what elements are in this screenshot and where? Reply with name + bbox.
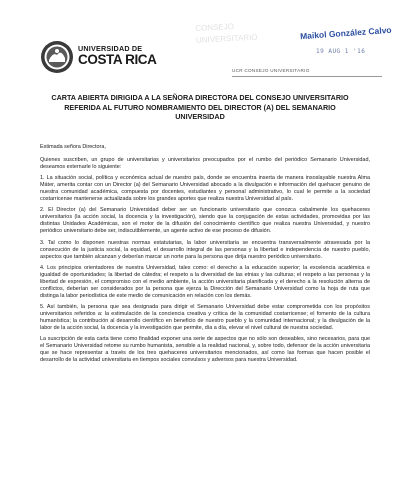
letter-point: 5. Así también, la persona que sea designada para dirigir el Semanario Universidad debe estar comprometida con los propósitos universitarios referidos a: la estimulación de la conciencia creativa y crítica de la comunidad costarricense; el fomento de la cultura humanística; la contribución al desarrollo científico en beneficio de nuestro pueblo y la comunidad internacional; y la divulgación de la labor de la acción social, la docencia y la investigación que permite, día a día, elevar el nivel cultural de nuestra sociedad. bbox=[40, 303, 370, 331]
letter-intro: Quienes suscriben, un grupo de universitarias y universitarios preocupados por el rumbo del periódico Semanario Universidad, deseamos externarle lo siguiente: bbox=[40, 157, 370, 170]
letter-point: 2. El Director (a) del Semanario Universidad deber ser un funcionario universitario que conozca cabalmente los quehaceres universitarios (la acción social, la docencia y la investigación), siendo que la conjugación de estas actividades, promovidas por las distintas Unidades Académicas, son el motor de la difusión del conocimiento científico que realiza nuestra Universidad, y nuestro periódico universitario debe ser, indiscutiblemente, un agente activo de ese proceso de difusión. bbox=[40, 207, 370, 235]
letter-greeting: Estimada señora Directora, bbox=[40, 144, 106, 150]
letter-body bbox=[40, 144, 370, 368]
received-office-stamp: UCR CONSEJO UNIVERSITARIO bbox=[232, 68, 310, 73]
university-seal-icon bbox=[40, 40, 74, 74]
university-line-1: UNIVERSIDAD DE bbox=[78, 44, 143, 53]
received-date-stamp: 19 AUG 1 '16 bbox=[316, 48, 366, 55]
letter-closing: La suscripción de esta carta tiene como finalidad exponer una serie de aspectos que no sólo son deseables, sino necesarios, para que el Semanario Universidad retome su rumbo humanista, sensible a la realidad nacional, y, sobre todo, defensor de la acción universitaria que se hace representar a través de los tres quehaceres universitarios mencionados, así como las formas que hacen posible el desarrollo de la actividad universitaria en tiempos sociales convulsos y adversos para nuestra Universidad. bbox=[40, 336, 370, 364]
letter-point: 3. Tal como lo disponen nuestras normas estatutarias, la labor universitaria se encuentra transversalmente atravesada por la consecución de la justicia social, la equidad, el desarrollo integral de las personas y la libertad e independencia de nuestro pueblo, aspectos que también alcanzan y deberían marcar un norte para la persona que dirija nuestro periódico universitario. bbox=[40, 239, 370, 260]
header-divider bbox=[232, 76, 382, 77]
university-wordmark bbox=[78, 45, 157, 67]
letter-point: 4. Los principios orientadores de nuestra Universidad, tales como: el derecho a la educación superior; la excelencia académica e igualdad de oportunidades; la libertad de cátedra; el respeto a la diversidad de las etnias y las culturas; el respeto a las personas y la libertad de expresión, el compromiso con el medio ambiente, la acción universitaria planificada y el derecho a la resolución alterna de conflictos, deberían ser considerados por la persona que ejerza la Dirección del Semanario Universidad como la hoja de ruta que distinga la labor periodística de este medio de comunicación en relación con los demás. bbox=[40, 264, 370, 299]
letter-point: 1. La situación social, política y económica actual de nuestro país, donde se encuentra inserta de manera insoslayable nuestra Alma Máter, amerita contar con un Director (a) del Semanario Universidad abocado a la divulgación e información del quehacer genuino de nuestra comunidad académica, compuesta por docentes, estudiantes y personal administrativo, lo cual le permite a la sociedad costarricense mantenerse actualizada sobre los grandes aportes que realiza nuestra Universidad al país. bbox=[40, 175, 370, 203]
faint-stamp: CONSEJO UNIVERSITARIO bbox=[195, 21, 258, 45]
university-line-2: COSTA RICA bbox=[78, 52, 157, 68]
letter-title: CARTA ABIERTA DIRIGIDA A LA SEÑORA DIRECTORA DEL CONSEJO UNIVERSITARIO REFERIDA AL FUTURO NOMBRAMIENTO DEL DIRECTOR (A) DEL SEMANARIO UNIVERSIDAD bbox=[51, 93, 349, 122]
received-name-stamp: Maikol González Calvo bbox=[299, 24, 392, 42]
